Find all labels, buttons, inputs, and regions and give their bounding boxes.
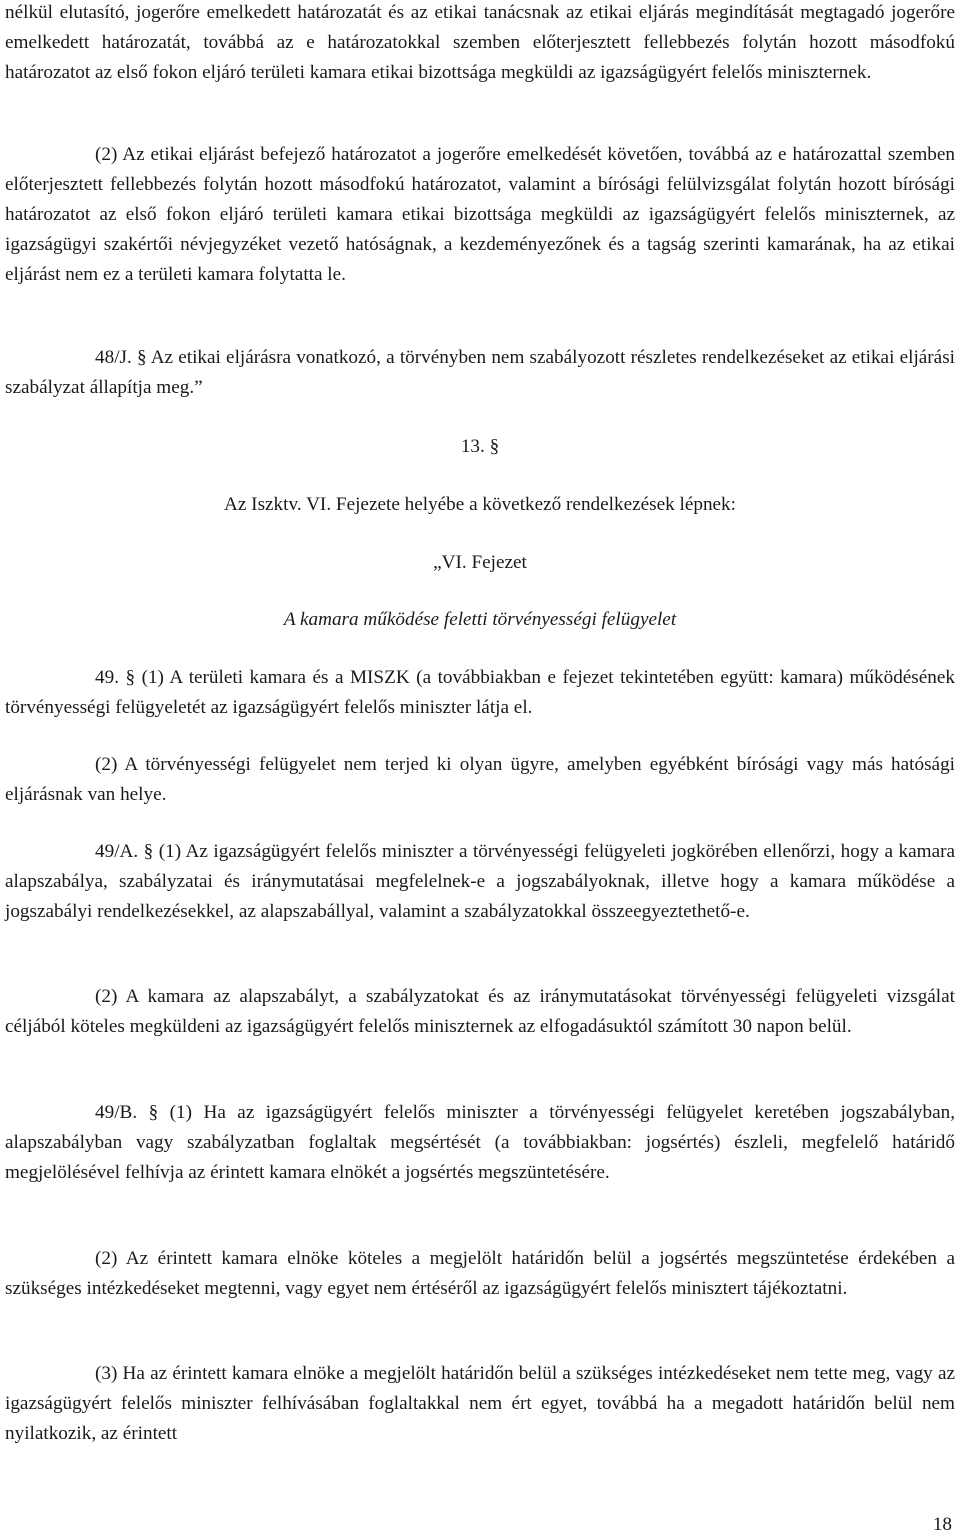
paragraph-49a-2 xyxy=(5,982,955,1042)
paragraph-text: (2) Az érintett kamara elnöke köteles a megjelölt határidőn belül a jogsértés megszüntetése érdekében a szükséges intézkedéseket megtenni, vagy egyet nem értéséről az igazságügyért felelős minisztert tájékoztatni. xyxy=(5,1248,955,1299)
paragraph-49b-1 xyxy=(5,1098,955,1188)
paragraph-49-2 xyxy=(5,750,955,810)
paragraph-48j xyxy=(5,343,955,403)
paragraph-text: 49/B. § (1) Ha az igazságügyért felelős miniszter a törvényességi felügyelet keretében jogszabályban, alapszabályban vagy szabályzatban foglaltak megsértését (a továbbiakban: jogsértés) észleli, megfelelő határidő megjelölésével felhívja az érintett kamara elnökét a jogsértés megszüntetésére. xyxy=(5,1102,955,1183)
paragraph-text: 49/A. § (1) Az igazságügyért felelős miniszter a törvényességi felügyeleti jogkörében ellenőrzi, hogy a kamara alapszabálya, szabályzatai és iránymutatásai megfelelnek-e a jogszabályoknak, illetve hogy a kamara működése a jogszabályi rendelkezésekkel, az alapszabállyal, valamint a szabályzatokkal összeegyeztethető-e. xyxy=(5,841,955,922)
paragraph-49-1 xyxy=(5,663,955,723)
chapter-title: A kamara működése feletti törvényességi felügyelet xyxy=(283,609,677,630)
amendment-intro: Az Iszktv. VI. Fejezete helyébe a következő rendelkezések lépnek: xyxy=(224,494,736,515)
paragraph-49b-2 xyxy=(5,1244,955,1304)
paragraph-text: 48/J. § Az etikai eljárásra vonatkozó, a törvényben nem szabályozott részletes rendelkezéseket az etikai eljárási szabályzat állapítja meg.” xyxy=(5,347,955,398)
chapter-heading: „VI. Fejezet xyxy=(433,552,527,573)
paragraph-49b-3 xyxy=(5,1359,955,1449)
paragraph-text: nélkül elutasító, jogerőre emelkedett határozatát és az etikai tanácsnak az etikai eljárás megindítását megtagadó jogerőre emelkedett határozatát, továbbá az e határozatokkal szemben előterjesztett fellebbezés folytán hozott másodfokú határozatot az első fokon eljáró területi kamara etikai bizottsága megküldi az igazságügyért felelős miniszternek. xyxy=(5,2,955,83)
paragraph-text: (2) A törvényességi felügyelet nem terjed ki olyan ügyre, amelyben egyébként bírósági vagy más hatósági eljárásnak van helye. xyxy=(5,754,955,805)
paragraph-49a-1 xyxy=(5,837,955,927)
paragraph-text: (3) Ha az érintett kamara elnöke a megjelölt határidőn belül a szükséges intézkedéseket nem tette meg, vagy az igazságügyért felelős miniszter felhívásában foglaltakkal nem ért egyet, továbbá ha a megadott határidőn belül nem nyilatkozik, az érintett xyxy=(5,1363,955,1444)
section-heading: 13. § xyxy=(460,436,500,457)
paragraph-text: 49. § (1) A területi kamara és a MISZK (a továbbiakban e fejezet tekintetében együtt: kamara) működésének törvényességi felügyeletét az igazságügyért felelős miniszter látja el. xyxy=(5,667,955,718)
paragraph-text: (2) A kamara az alapszabályt, a szabályzatokat és az iránymutatásokat törvényességi felügyeleti vizsgálat céljából köteles megküldeni az igazságügyért felelős miniszternek az elfogadásuktól számított 30 napon belül. xyxy=(5,986,955,1037)
paragraph-text: (2) Az etikai eljárást befejező határozatot a jogerőre emelkedését követően, továbbá az e határozattal szemben előterjesztett fellebbezés folytán hozott másodfokú határozatot, valamint a bírósági felülvizsgálat folytán hozott bírósági határozatot az első fokon eljáró területi kamara etikai bizottsága megküldi az igazságügyért felelős miniszternek, az igazságügyi szakértői névjegyzéket vezető hatóságnak, a kezdeményezőnek és a tagság szerinti kamarának, ha az etikai eljárást nem ez a területi kamara folytatta le. xyxy=(5,144,955,285)
paragraph-continuation xyxy=(5,0,955,88)
paragraph-48i-2 xyxy=(5,140,955,290)
page-number: 18 xyxy=(932,1514,952,1535)
